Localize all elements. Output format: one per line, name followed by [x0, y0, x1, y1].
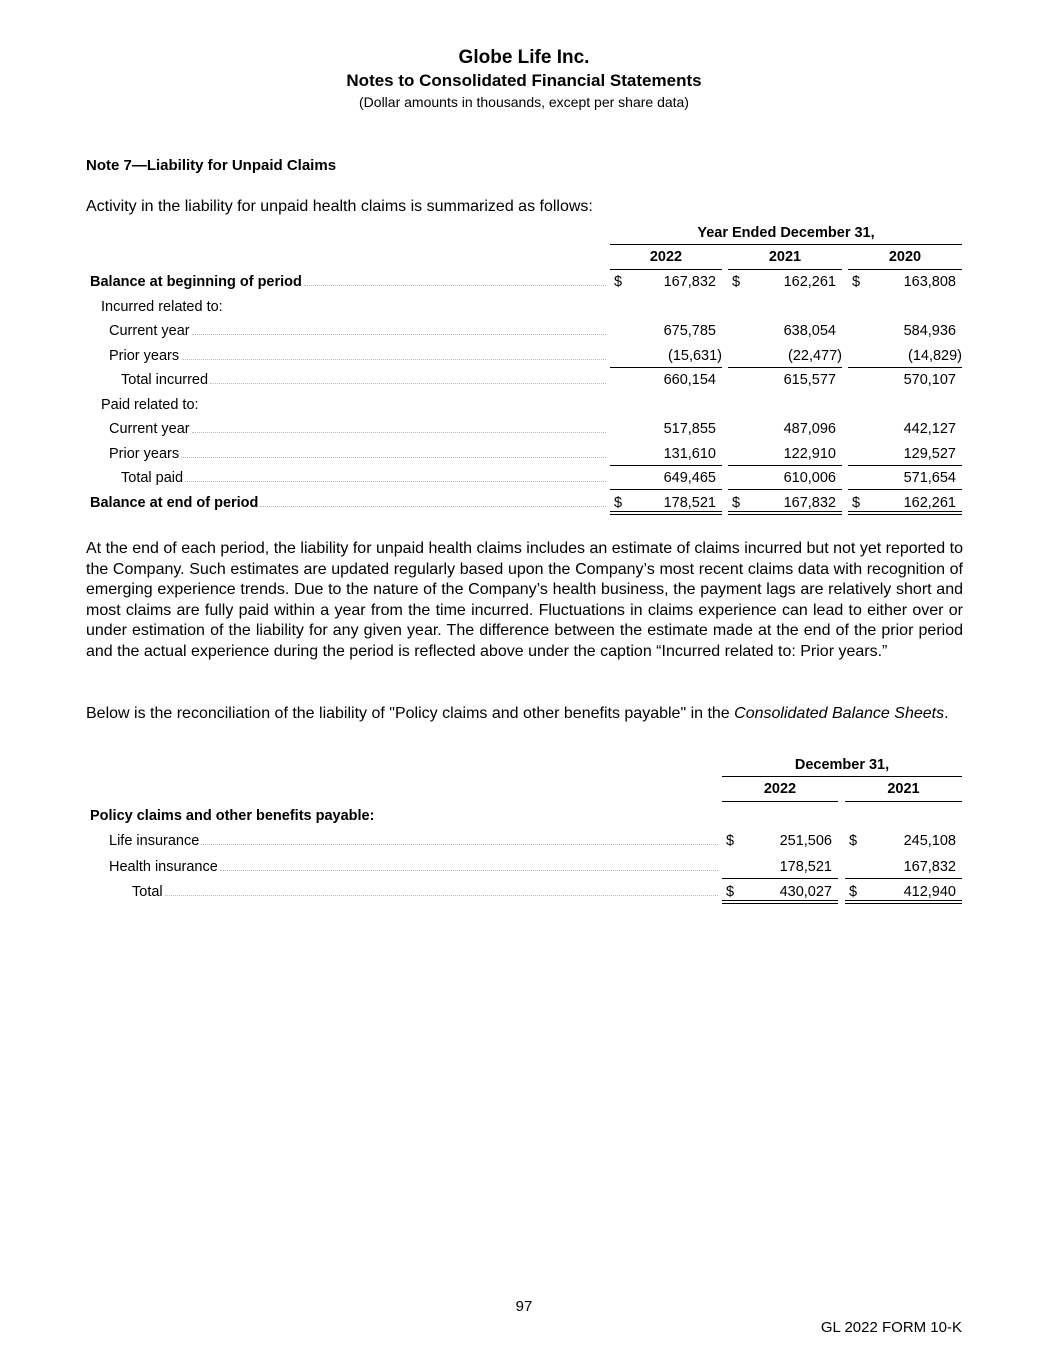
row-label [109, 321, 606, 341]
leader-dots [304, 272, 606, 286]
row-label-text: Incurred related to: [101, 298, 223, 315]
value: 487,096 [783, 421, 836, 437]
leader-dots [260, 493, 606, 507]
value-cell [728, 468, 842, 490]
row-label-text: Total [132, 884, 163, 900]
row-label-text: Balance at end of period [90, 494, 259, 511]
row-label [109, 419, 606, 439]
table-row [0, 272, 1048, 292]
row-label-text: Paid related to: [101, 396, 199, 413]
table-row [0, 882, 1048, 902]
leader-dots [192, 321, 606, 335]
table-row [0, 493, 1048, 513]
leader-dots [210, 370, 606, 384]
value-cell [728, 444, 842, 466]
value-cell [848, 370, 962, 392]
value: (15,631) [667, 347, 722, 364]
value-cell [728, 419, 842, 441]
group-header: December 31, [722, 757, 962, 777]
table-row [0, 444, 1048, 464]
value-cell [610, 272, 722, 294]
row-label-text: Current year [109, 421, 190, 437]
value: 163,808 [903, 274, 956, 290]
para-italic: Consolidated Balance Sheets [734, 705, 945, 722]
value-cell [728, 321, 842, 343]
row-label [109, 346, 606, 366]
value-cell [848, 468, 962, 490]
row-label [90, 493, 606, 513]
currency-symbol: $ [614, 494, 623, 511]
table-row [0, 321, 1048, 341]
note-title: Note 7—Liability for Unpaid Claims [86, 157, 337, 174]
row-label-text: Balance at beginning of period [90, 274, 302, 290]
row-label-text: Total paid [121, 470, 184, 486]
value: 178,521 [663, 494, 716, 511]
currency-symbol: $ [732, 274, 741, 290]
value-cell [722, 882, 838, 904]
paragraph-ibnr: At the end of each period, the liability for unpaid health claims includes an estimate of claims incurred but not yet reported to the Company. Such estimates are updated regularly based upon the Company’s most recent claims data with recognition of emerging experience trends. Due to the nature of the Company’s health business, the payment lags are relatively short and most claims are fully paid within a year from the time incurred. Fluctuations in claims experience can lead to either over or under estimation of the liability for any given year. The difference between the estimate made at the end of the prior period and the actual experience during the period is reflected above under the caption “Incurred related to: Prior years.” [86, 540, 963, 660]
value: 675,785 [663, 323, 716, 339]
currency-symbol: $ [726, 884, 735, 900]
value-cell [610, 493, 722, 515]
column-header-2022: 2022 [722, 781, 838, 802]
value-cell [848, 419, 962, 441]
currency-symbol: $ [614, 274, 623, 290]
row-label-text: Current year [109, 323, 190, 339]
row-label [132, 882, 718, 902]
table-row [0, 297, 1048, 317]
value-cell [610, 321, 722, 343]
value: 129,527 [903, 445, 956, 462]
value-cell [610, 468, 722, 490]
leader-dots [181, 444, 606, 458]
value: 178,521 [779, 858, 832, 875]
row-label-text: Prior years [109, 347, 180, 364]
row-label [109, 857, 718, 877]
leader-dots [220, 857, 718, 871]
intro-text: Activity in the liability for unpaid health claims is summarized as follows: [86, 198, 593, 215]
row-label-text: Health insurance [109, 858, 218, 875]
value-cell [722, 857, 838, 879]
row-label [109, 831, 718, 851]
column-header-2021: 2021 [845, 781, 962, 802]
leader-dots [192, 419, 606, 433]
currency-symbol: $ [849, 884, 858, 900]
value: 571,654 [903, 470, 956, 486]
value-cell [728, 272, 842, 294]
value: 430,027 [779, 884, 832, 900]
para-end: . [944, 705, 949, 722]
leader-dots [201, 831, 718, 845]
form-label: GL 2022 FORM 10-K [820, 1319, 962, 1336]
value: 442,127 [903, 421, 956, 437]
page-subtitle: (Dollar amounts in thousands, except per share data) [359, 94, 689, 110]
value-cell [848, 346, 962, 368]
value: 162,261 [903, 494, 956, 511]
leader-dots [225, 297, 606, 311]
value-cell [848, 444, 962, 466]
page-number: 97 [515, 1298, 533, 1315]
value: 649,465 [663, 470, 716, 486]
table-row [0, 831, 1048, 851]
row-label [90, 272, 606, 292]
leader-dots [185, 468, 606, 482]
value: (22,477) [787, 347, 842, 364]
value: 660,154 [663, 372, 716, 388]
value: 412,940 [903, 884, 956, 900]
leader-dots [165, 882, 718, 896]
value: 167,832 [903, 858, 956, 875]
company-name: Globe Life Inc. [458, 47, 590, 68]
row-label-text: Prior years [109, 445, 180, 462]
page-title: Notes to Consolidated Financial Statements [346, 71, 702, 90]
value: 584,936 [903, 323, 956, 339]
table-row [0, 346, 1048, 366]
currency-symbol: $ [732, 494, 741, 511]
value: 570,107 [903, 372, 956, 388]
value-cell [845, 857, 962, 879]
table-row [0, 370, 1048, 390]
column-header-2020: 2020 [848, 249, 962, 270]
value: 167,832 [663, 274, 716, 290]
value: 122,910 [783, 445, 836, 462]
row-label [101, 297, 606, 317]
table-row [0, 395, 1048, 415]
value: (14,829) [907, 347, 962, 364]
value: 638,054 [783, 323, 836, 339]
column-header-2021: 2021 [728, 249, 842, 270]
value-cell [728, 493, 842, 515]
row-label [121, 370, 606, 390]
para-text: Below is the reconciliation of the liability of "Policy claims and other benefits payable" in the [86, 705, 735, 722]
value: 162,261 [783, 274, 836, 290]
value: 610,006 [783, 470, 836, 486]
row-label [101, 395, 606, 415]
row-label [109, 444, 606, 464]
currency-symbol: $ [849, 833, 858, 849]
value: 517,855 [663, 421, 716, 437]
value-cell [722, 831, 838, 853]
value: 131,610 [663, 445, 716, 462]
paragraph-reconciliation [86, 704, 963, 725]
value-cell [610, 370, 722, 392]
table-row [0, 419, 1048, 439]
value: 251,506 [779, 833, 832, 849]
value-cell [728, 346, 842, 368]
row-label-text: Total incurred [121, 372, 209, 388]
value: 245,108 [903, 833, 956, 849]
column-header-2022: 2022 [610, 249, 722, 270]
value-cell [848, 493, 962, 515]
leader-dots [201, 395, 606, 409]
value-cell [848, 272, 962, 294]
currency-symbol: $ [852, 494, 861, 511]
value-cell [610, 444, 722, 466]
leader-dots [181, 346, 606, 360]
row-label [121, 468, 606, 488]
value-cell [610, 346, 722, 368]
value-cell [848, 321, 962, 343]
section-label: Policy claims and other benefits payable: [90, 808, 375, 824]
row-label-text: Life insurance [109, 833, 200, 849]
table-row [0, 468, 1048, 488]
value-cell [845, 831, 962, 853]
value: 167,832 [783, 494, 836, 511]
value-cell [728, 370, 842, 392]
group-header: Year Ended December 31, [610, 225, 962, 245]
currency-symbol: $ [726, 833, 735, 849]
value-cell [845, 882, 962, 904]
table-row [0, 857, 1048, 877]
value-cell [610, 419, 722, 441]
currency-symbol: $ [852, 274, 861, 290]
value: 615,577 [783, 372, 836, 388]
